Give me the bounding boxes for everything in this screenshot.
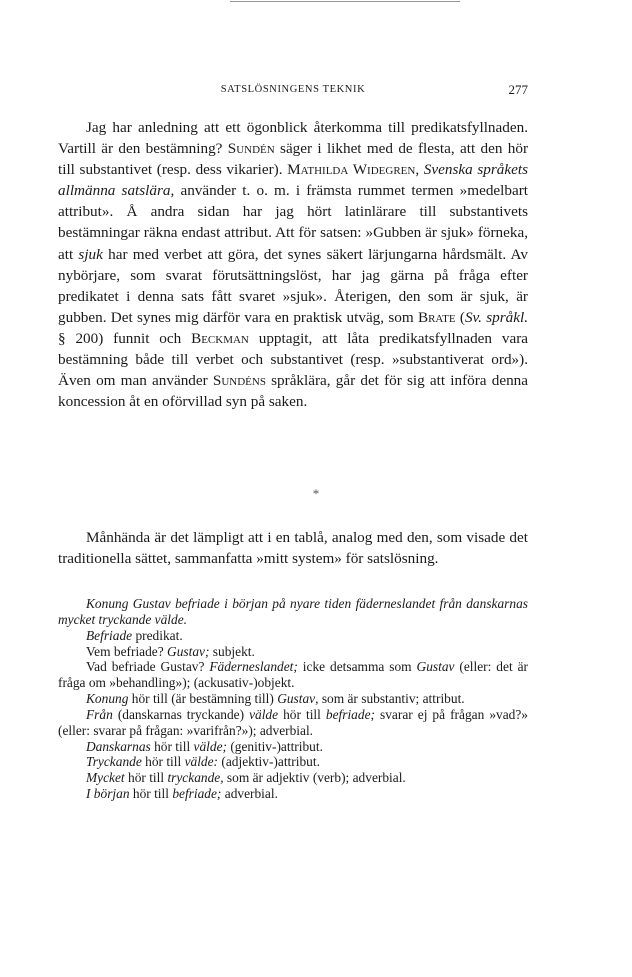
analysis-line [58, 644, 528, 660]
text-run: hör till [150, 738, 194, 754]
italic-text: välde: [184, 754, 219, 770]
text-run: Vad befriade Gustav? [86, 659, 210, 675]
page-header [58, 84, 528, 100]
author-name: Brate [417, 308, 456, 326]
italic-text: välde [249, 706, 279, 722]
text-run: adverbial. [221, 786, 278, 802]
text-run: Jag har anledning att ett ögonblick återkomma till predikatsfyllnaden. Vartill är den bestämning? [58, 119, 528, 158]
paragraph-tabla [58, 527, 528, 569]
italic-text: Gustav [277, 691, 316, 707]
section-break-asterisk: * [312, 486, 320, 501]
analysis-line [58, 770, 528, 786]
page-number: 277 [508, 82, 528, 97]
book-title: Svenska språkets allmänna satslära [58, 161, 528, 200]
text-run: § 200) funnit och [58, 329, 192, 347]
author-name: Sundén [227, 140, 275, 158]
italic-text: sjuk [78, 245, 103, 263]
text-run: Vem befriade? [86, 643, 168, 659]
text-run: hör till [278, 706, 326, 722]
top-rule [230, 1, 460, 2]
italic-text: tryckande, [167, 770, 224, 786]
text-run: hör till [141, 754, 185, 770]
italic-text: Befriade [86, 627, 133, 643]
analysis-line [58, 786, 528, 802]
author-name: Beckman [191, 329, 249, 347]
analysis-line [58, 707, 528, 739]
italic-text: Fäderneslandet; [209, 659, 298, 675]
paragraph-predikatsfyllnad [58, 117, 528, 412]
analysis-line [58, 659, 528, 691]
analysis-line [58, 691, 528, 707]
text-run: som är adjektiv (verb); adverbial. [223, 770, 406, 786]
author-name: Mathilda Widegren [287, 161, 416, 179]
example-sentence [58, 596, 528, 628]
italic-text: Konung Gustav befriade i början på nyare tiden fäderneslandet från danskarnas mycket tryckande välde. [58, 596, 528, 627]
analysis-line [58, 754, 528, 770]
text-run: , använder t. o. m. i främsta rummet termen »medelbart attribut». Å andra sidan har jag hört latinlärare till substantivets bestämningar räkna endast attribut. Att för satsen: »Gubben är sjuk» förneka, att [58, 182, 528, 263]
text-run: subjekt. [209, 643, 255, 659]
italic-text: Mycket [86, 770, 125, 786]
text-run: har med verbet att göra, det synes säkert lärjungarna hårdsmält. Av nybörjare, som svarat förutsättningslöst, har jag gärna på fråga efter predikatet i denna sats fått svaret »sjuk». Återigen, den som är sjuk, är gubben. Det synes mig därför vara en praktisk utväg, som [58, 245, 528, 326]
text-run: predikat. [132, 627, 183, 643]
analysis-table [58, 596, 528, 802]
analysis-line [58, 628, 528, 644]
italic-text: Danskarnas [86, 738, 151, 754]
text-run: icke detsamma som [297, 659, 417, 675]
paragraph-text: Månhända är det lämpligt att i en tablå, analog med den, som visade det traditionella sättet, sammanfatta »mitt system» för satslösning. [58, 529, 528, 568]
italic-text: Från [86, 706, 113, 722]
italic-text: Tryckande [86, 754, 142, 770]
text-run: (eller: det är fråga om »behandling»); (ackusativ-)objekt. [58, 659, 528, 691]
text-run: hör till [129, 786, 173, 802]
analysis-line [58, 739, 528, 755]
text-run: språklära, går det för sig att införa denna koncession åt en oförvillad syn på saken. [58, 372, 528, 411]
running-title: SATSLÖSNINGENS TEKNIK [220, 84, 366, 95]
paragraph-text [58, 117, 528, 412]
italic-text: Konung [86, 691, 129, 707]
italic-text: befriade; [172, 786, 222, 802]
text-run: hör till (är bestämning till) [128, 691, 278, 707]
text-run: (adjektiv-)attribut. [218, 754, 320, 770]
text-run: hör till [124, 770, 168, 786]
text-run: (genitiv-)attribut. [226, 738, 323, 754]
text-run: , [415, 161, 424, 179]
italic-text: Gustav [416, 659, 455, 675]
author-name: Sundéns [212, 372, 266, 390]
italic-text: befriade; [325, 706, 375, 722]
italic-text: I början [86, 786, 130, 802]
text-run: (danskarnas tryckande) [112, 706, 250, 722]
text-run: svarar ej på frågan »vad?» (eller: svarar på frågan: »varifrån?»); adverbial. [58, 706, 528, 738]
italic-text: välde; [193, 738, 227, 754]
italic-text: Gustav; [167, 643, 210, 659]
book-title: Sv. språkl. [464, 308, 528, 326]
text-run: upptagit, att låta predikatsfyllnaden vara bestämning både till verbet och substantivet (resp. »substantiverat ord»). Även om man använder [58, 329, 528, 390]
text-run: , som är substantiv; attribut. [315, 691, 465, 707]
text-run: ( [455, 308, 465, 326]
text-run: säger i likhet med de flesta, att den hör till substantivet (resp. dess vikarier). [58, 140, 528, 179]
